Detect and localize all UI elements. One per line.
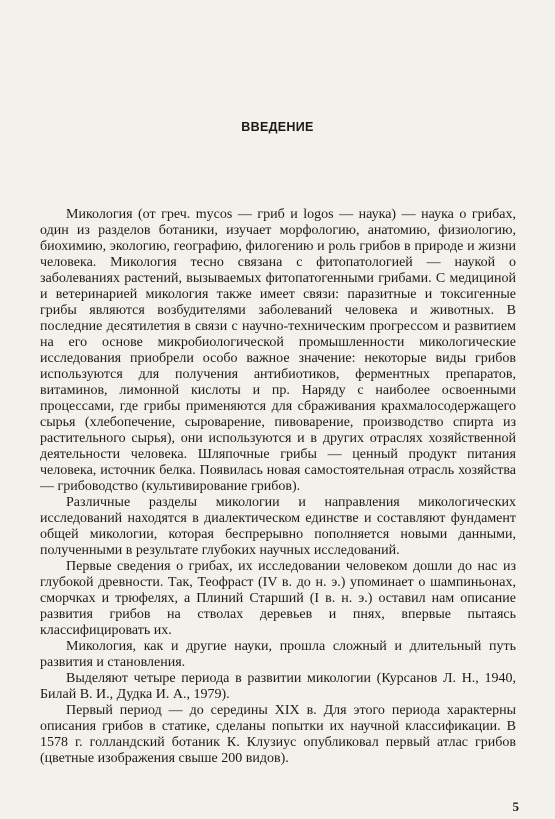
body-text [40, 207, 516, 767]
paragraph-four-periods: Выделяют четыре периода в развитии микологии (Курсанов Л. Н., 1940, Билай В. И., Дудка И. А., 1979). [40, 671, 516, 702]
paragraph-first-period: Первый период — до середины XIX в. Для этого периода характерны описания грибов в статике, сделаны попытки их научной классификации. В 1578 г. голландский ботаник К. Клузиус опубликовал первый атлас грибов (цветные изображения свыше 200 видов). [40, 703, 516, 766]
paragraph-development-path: Микология, как и другие науки, прошла сложный и длительный путь развития и становления. [40, 639, 516, 670]
chapter-heading: ВВЕДЕНИЕ [241, 120, 314, 134]
paragraph-mycology-definition: Микология (от греч. mycos — гриб и logos — наука) — наука о грибах, один из разделов ботаники, изучает морфологию, анатомию, физиологию, биохимию, экологию, географию, филогению и роль грибов в природе и жизни человека. Микология тесно связана с фитопатологией — наукой о заболеваниях растений, вызываемых фитопатогенными грибами. С медициной и ветеринарией микология также имеет связи: паразитные и токсигенные грибы являются возбудителями заболеваний человека и животных. В последние десятилетия в связи с научно-техническим прогрессом и развитием на его основе микробиологической промышленности микологические исследования приобрели особо важное значение: некоторые виды грибов используются для получения антибиотиков, ферментных препаратов, витаминов, лимонной кислоты и пр. Наряду с наиболее освоенными процессами, где грибы применяются для сбраживания крахмалосодержащего сырья (хлебопечение, сыроварение, пивоварение, производство спирта из растительного сырья), они используются и в других отраслях хозяйственной деятельности человека. Шляпочные грибы — ценный продукт питания человека, источник белка. Появилась новая самостоятельная отрасль хозяйства — грибоводство (культивирование грибов). [40, 207, 516, 494]
paragraph-mycology-branches: Различные разделы микологии и направления микологических исследований находятся в диалектическом единстве и составляют фундамент общей микологии, которая беспрерывно пополняется новыми данными, полученными в результате глубоких научных исследований. [40, 495, 516, 558]
page-number: 5 [512, 799, 519, 814]
paragraph-first-records: Первые сведения о грибах, их исследовании человеком дошли до нас из глубокой древности. Так, Теофраст (IV в. до н. э.) упоминает о шампиньонах, сморчках и трюфелях, а Плиний Старший (I в. н. э.) оставил нам описание развития грибов на стволах деревьев и пнях, впервые пытаясь классифицировать их. [40, 559, 516, 638]
